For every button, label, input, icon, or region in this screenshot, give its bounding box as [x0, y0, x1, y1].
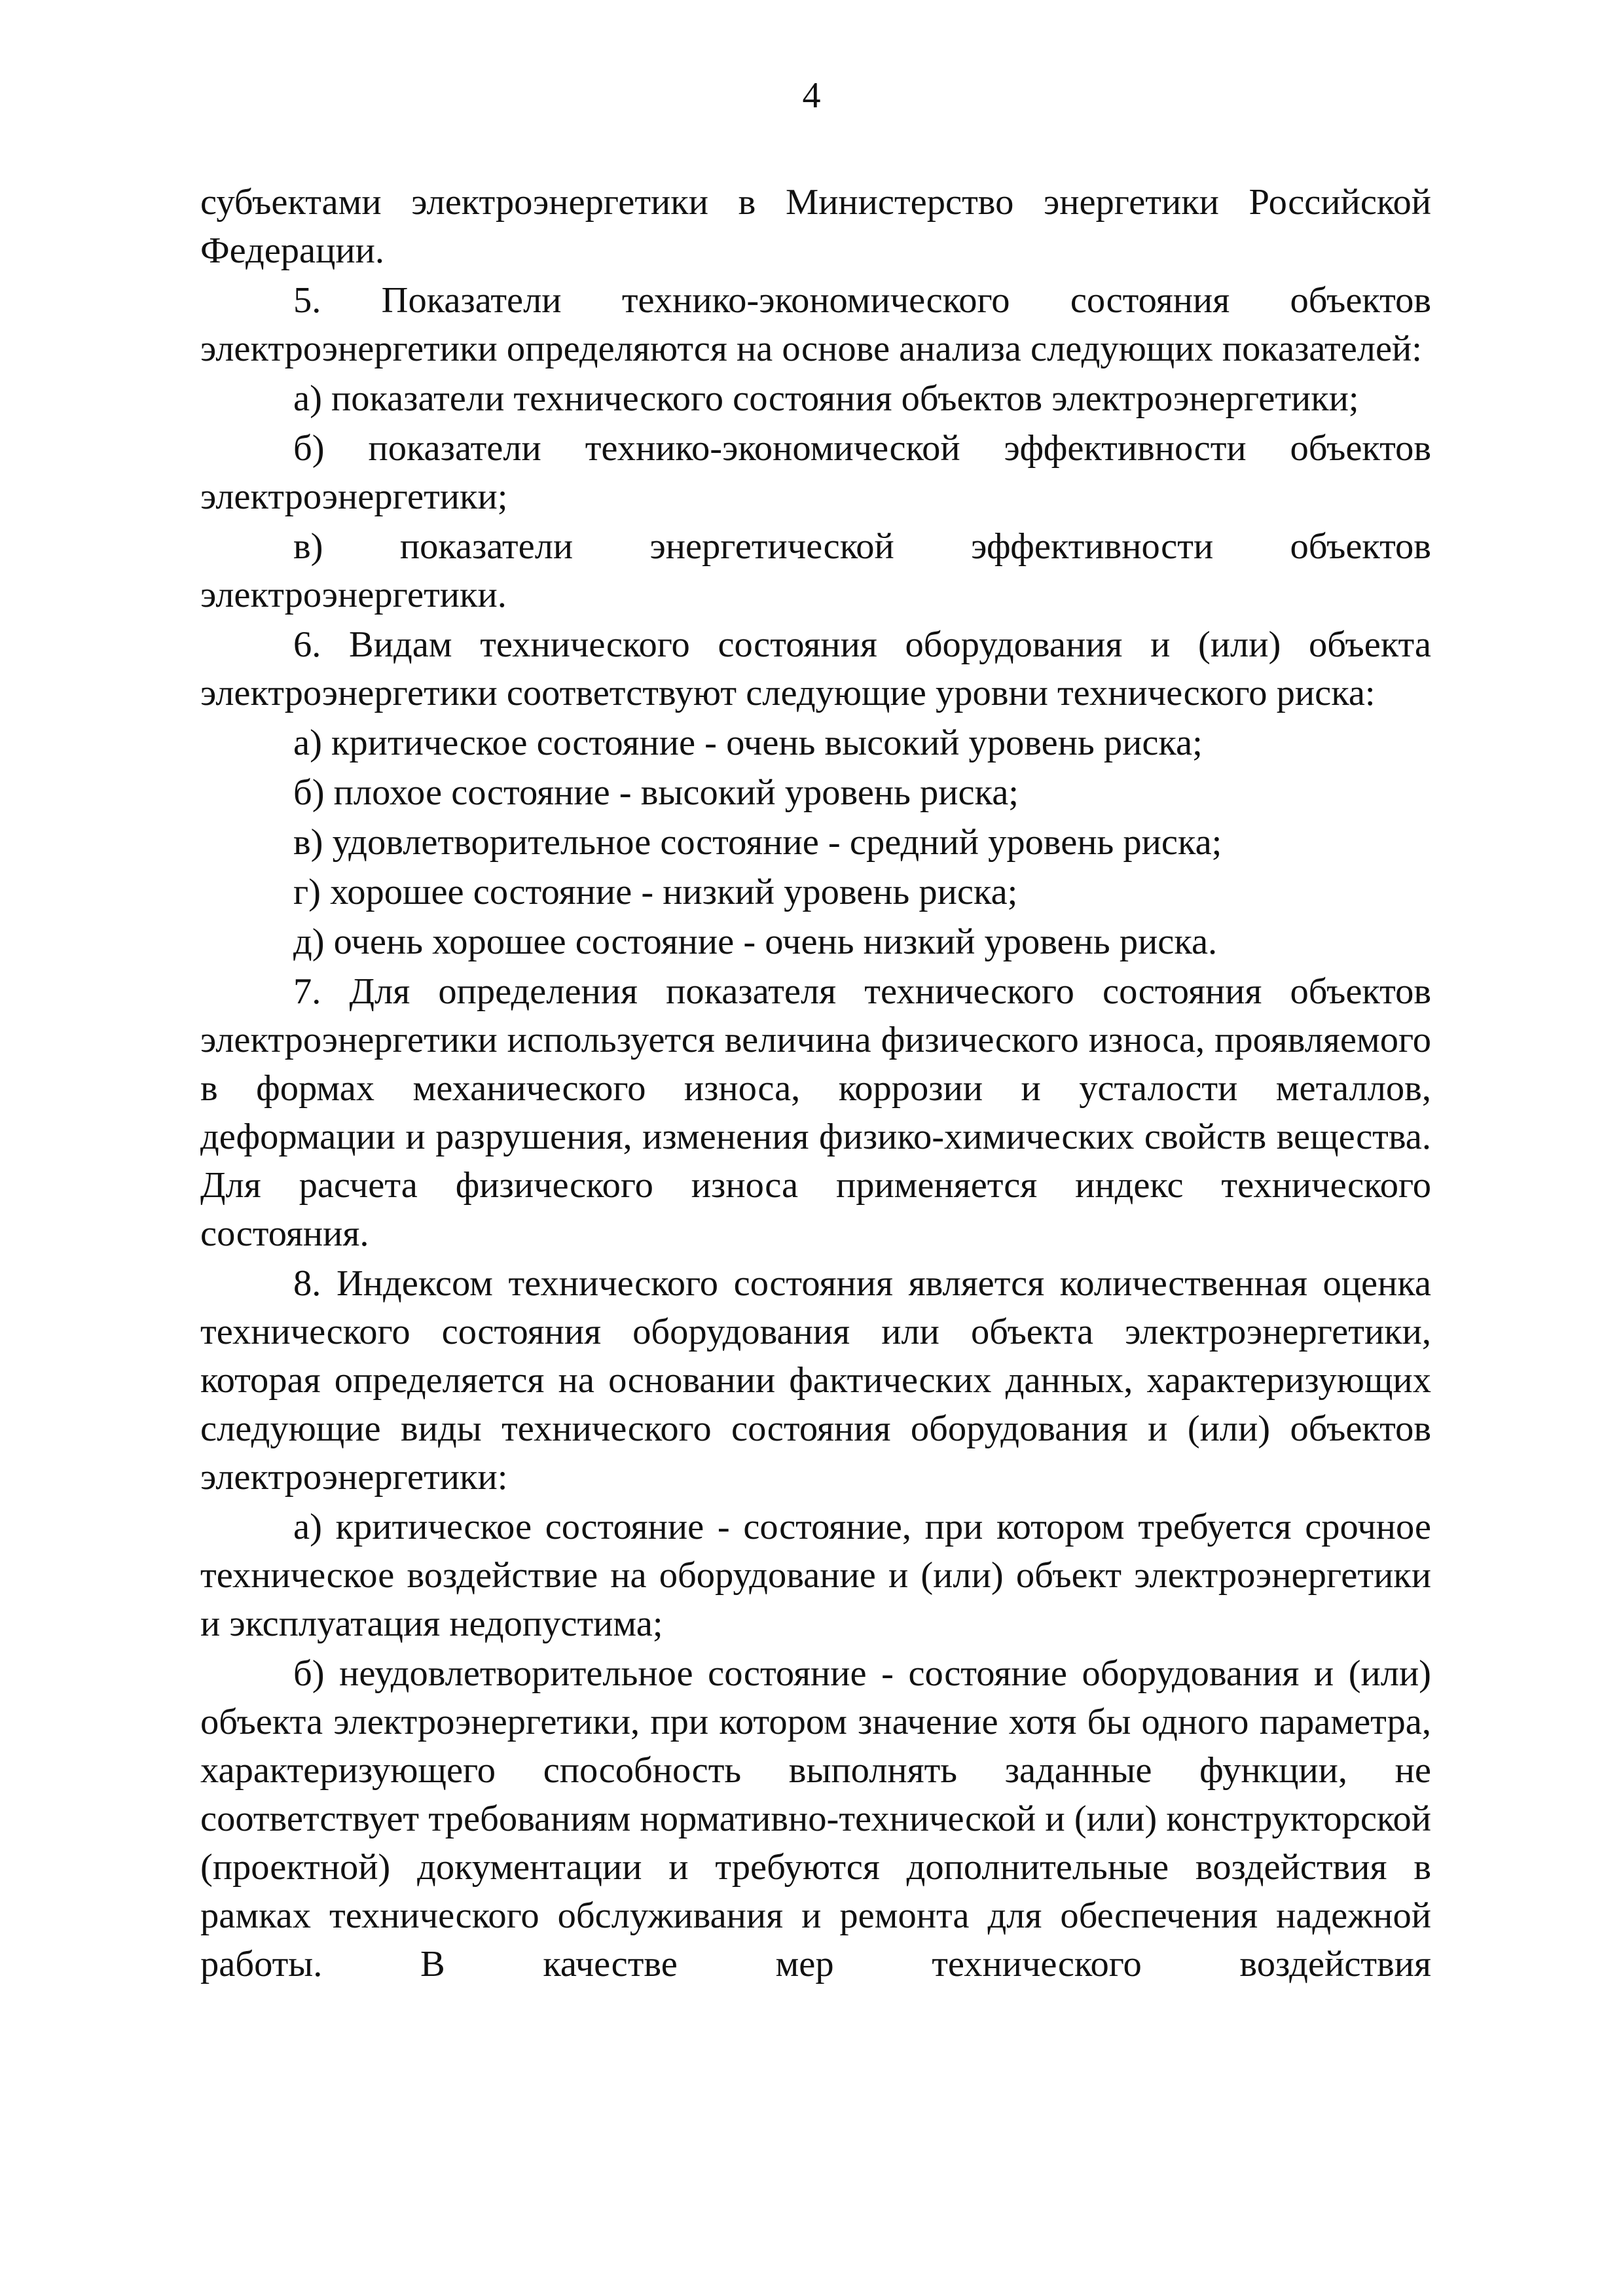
list-item-5c: в) показатели энергетической эффективности объектов электроэнергетики. [200, 526, 1431, 615]
page-number: 4 [802, 75, 821, 116]
paragraph-item-5: 5. Показатели технико-экономического состояния объектов электроэнергетики определяются на основе анализа следующих показателей: [200, 280, 1431, 369]
list-item-6b: б) плохое состояние - высокий уровень риска; [293, 772, 1019, 813]
list-item-6d: г) хорошее состояние - низкий уровень риска; [293, 872, 1018, 912]
list-item-8b: б) неудовлетворительное состояние - состояние оборудования и (или) объекта электроэнергетики, при котором значение хотя бы одного параметра, характеризующего способность выполнять заданные функции, не соответствует требованиям нормативно-технической и (или) конструкторской (проектной) документации и требуются дополнительные воздействия в рамках технического обслуживания и ремонта для обеспечения надежной работы. В качестве мер технического воздействия [200, 1653, 1431, 1984]
list-item-6c: в) удовлетворительное состояние - средний уровень риска; [293, 822, 1222, 863]
list-item-6e: д) очень хорошее состояние - очень низкий уровень риска. [293, 922, 1218, 962]
list-item-5a: а) показатели технического состояния объектов электроэнергетики; [293, 378, 1359, 419]
list-item-8a: а) критическое состояние - состояние, при котором требуется срочное техническое воздействие на оборудование и (или) объект электроэнергетики и эксплуатация недопустима; [200, 1507, 1431, 1644]
paragraph-item-6: 6. Видам технического состояния оборудования и (или) объекта электроэнергетики соответствуют следующие уровни технического риска: [200, 624, 1431, 713]
document-body [200, 178, 1431, 1990]
list-item-5b: б) показатели технико-экономической эффективности объектов электроэнергетики; [200, 428, 1431, 517]
paragraph-continuation: субъектами электроэнергетики в Министерство энергетики Российской Федерации. [200, 182, 1431, 271]
paragraph-item-8: 8. Индексом технического состояния является количественная оценка технического состояния оборудования или объекта электроэнергетики, которая определяется на основании фактических данных, характеризующих следующие виды технического состояния оборудования и (или) объектов электроэнергетики: [200, 1263, 1431, 1498]
list-item-6a: а) критическое состояние - очень высокий уровень риска; [293, 723, 1203, 763]
paragraph-item-7: 7. Для определения показателя технического состояния объектов электроэнергетики используется величина физического износа, проявляемого в формах механического износа, коррозии и усталости металлов, деформации и разрушения, изменения физико-химических свойств вещества. Для расчета физического износа применяется индекс технического состояния. [200, 971, 1431, 1254]
